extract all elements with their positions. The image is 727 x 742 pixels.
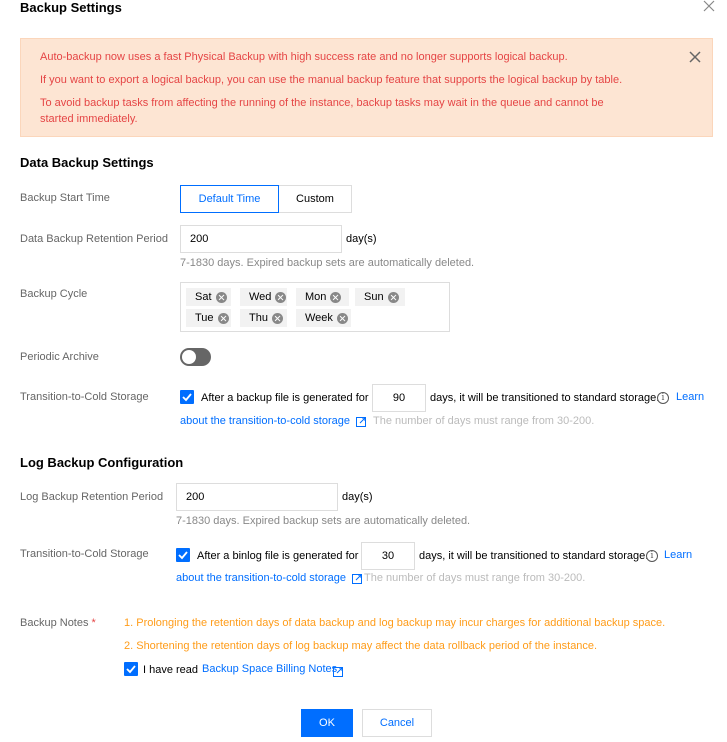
backup-notes-label: Backup Notes * bbox=[20, 617, 96, 629]
close-icon[interactable] bbox=[702, 0, 716, 13]
info-icon[interactable]: i bbox=[646, 550, 658, 562]
periodic-archive-toggle[interactable] bbox=[180, 348, 211, 366]
learn-cold-storage-link[interactable]: about the transition-to-cold storage bbox=[180, 415, 350, 427]
remove-tag-icon[interactable] bbox=[275, 292, 286, 303]
learn-cold-storage-link[interactable]: Learn bbox=[664, 549, 693, 561]
alert-banner bbox=[20, 38, 713, 137]
toggle-knob bbox=[182, 350, 196, 364]
data-retention-hint: 7-1830 days. Expired backup sets are automatically deleted. bbox=[180, 257, 475, 269]
day-tag: Wed bbox=[240, 288, 287, 306]
backup-cycle-select[interactable] bbox=[180, 282, 450, 332]
data-cold-storage-prefix: After a backup file is generated for bbox=[201, 392, 369, 404]
billing-ack-checkbox[interactable] bbox=[124, 662, 138, 676]
data-cold-storage-label: Transition-to-Cold Storage bbox=[20, 391, 149, 403]
remove-tag-icon[interactable] bbox=[388, 292, 399, 303]
backup-note-2: 2. Shortening the retention days of log backup may affect the data rollback period of the instance. bbox=[124, 640, 598, 652]
alert-line: To avoid backup tasks from affecting the running of the instance, backup tasks may wait in the queue and cannot be started immediately. bbox=[40, 97, 604, 125]
data-cold-storage-days-input[interactable]: 90 bbox=[372, 384, 426, 412]
info-icon[interactable]: i bbox=[657, 392, 669, 404]
day-tag: Mon bbox=[296, 288, 349, 306]
data-backup-section-title: Data Backup Settings bbox=[20, 155, 154, 170]
data-retention-input[interactable]: 200 bbox=[180, 225, 342, 253]
default-time-option[interactable]: Default Time bbox=[180, 185, 279, 213]
remove-tag-icon[interactable] bbox=[218, 313, 229, 324]
alert-line: Auto-backup now uses a fast Physical Backup with high success rate and no longer supports logical backup. bbox=[40, 51, 568, 63]
cancel-button[interactable]: Cancel bbox=[362, 709, 432, 737]
remove-tag-icon[interactable] bbox=[330, 292, 341, 303]
log-retention-label: Log Backup Retention Period bbox=[20, 491, 164, 503]
log-retention-hint: 7-1830 days. Expired backup sets are automatically deleted. bbox=[176, 515, 471, 527]
backup-start-time-label: Backup Start Time bbox=[20, 192, 110, 204]
custom-time-option[interactable]: Custom bbox=[279, 185, 352, 213]
log-retention-input[interactable]: 200 bbox=[176, 483, 338, 511]
ok-button[interactable]: OK bbox=[301, 709, 353, 737]
day-tag: Sat bbox=[186, 288, 231, 306]
data-retention-label: Data Backup Retention Period bbox=[20, 233, 168, 245]
backup-note-1: 1. Prolonging the retention days of data backup and log backup may incur charges for additional backup space. bbox=[124, 617, 666, 629]
day-tag: Thu bbox=[240, 309, 287, 327]
log-retention-unit: day(s) bbox=[342, 491, 373, 503]
day-tag: Tue bbox=[186, 309, 231, 327]
external-link-icon[interactable] bbox=[333, 666, 343, 676]
data-cold-storage-suffix: days, it will be transitioned to standard storage. bbox=[430, 392, 660, 404]
data-cold-storage-checkbox[interactable] bbox=[180, 390, 194, 404]
periodic-archive-label: Periodic Archive bbox=[20, 351, 99, 363]
alert-close-icon[interactable] bbox=[688, 50, 702, 64]
dialog-title: Backup Settings bbox=[20, 0, 122, 15]
learn-cold-storage-link[interactable]: Learn bbox=[676, 391, 705, 403]
backup-start-time-selector bbox=[180, 185, 352, 213]
billing-ack-text: I have read bbox=[143, 664, 199, 676]
remove-tag-icon[interactable] bbox=[272, 313, 283, 324]
alert-line: If you want to export a logical backup, you can use the manual backup feature that supports the logical backup by table. bbox=[40, 74, 623, 86]
external-link-icon[interactable] bbox=[352, 573, 362, 583]
log-cold-storage-hint: The number of days must range from 30-200. bbox=[364, 572, 586, 584]
log-cold-storage-checkbox[interactable] bbox=[176, 548, 190, 562]
learn-cold-storage-link[interactable]: about the transition-to-cold storage bbox=[176, 572, 346, 584]
log-cold-storage-label: Transition-to-Cold Storage bbox=[20, 548, 149, 560]
day-tag: Week bbox=[296, 309, 351, 327]
external-link-icon[interactable] bbox=[356, 416, 366, 426]
data-cold-storage-hint: The number of days must range from 30-200. bbox=[373, 415, 595, 427]
backup-cycle-label: Backup Cycle bbox=[20, 288, 88, 300]
day-tag: Sun bbox=[355, 288, 405, 306]
log-cold-storage-prefix: After a binlog file is generated for bbox=[197, 550, 359, 562]
log-cold-storage-suffix: days, it will be transitioned to standard storage. bbox=[419, 550, 649, 562]
remove-tag-icon[interactable] bbox=[216, 292, 227, 303]
billing-notes-link[interactable]: Backup Space Billing Notes bbox=[202, 663, 338, 675]
remove-tag-icon[interactable] bbox=[337, 313, 348, 324]
log-cold-storage-days-input[interactable]: 30 bbox=[361, 542, 415, 570]
log-backup-section-title: Log Backup Configuration bbox=[20, 455, 184, 470]
data-retention-unit: day(s) bbox=[346, 233, 377, 245]
required-mark: * bbox=[91, 617, 96, 629]
